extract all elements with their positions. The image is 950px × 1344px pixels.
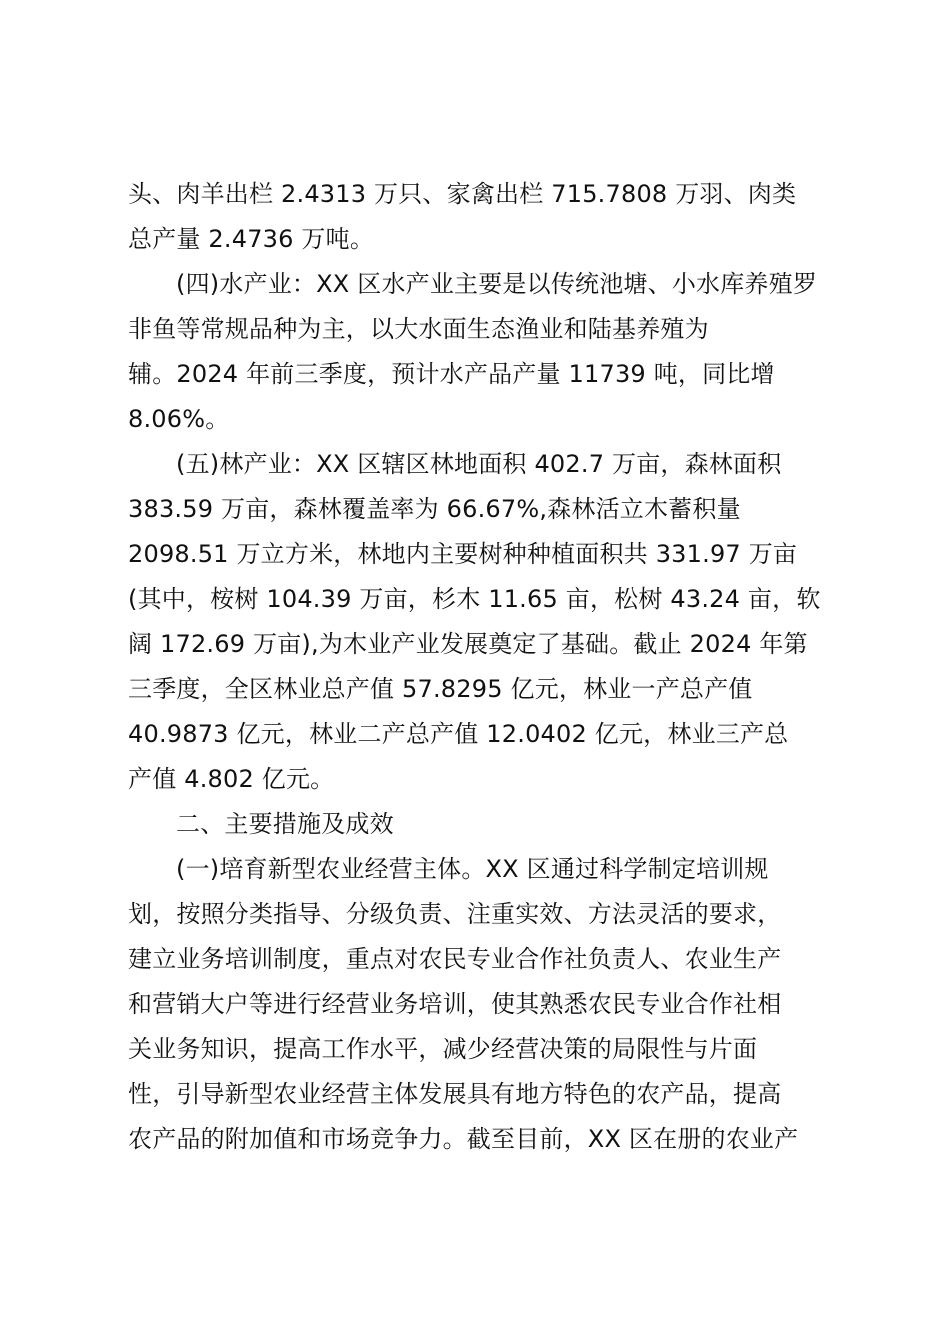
- section-heading: 二、主要措施及成效: [176, 810, 394, 838]
- text-line: 40.9873 亿元，林业二产总产值 12.0402 亿元，林业三产总: [128, 720, 789, 748]
- text-line: 产值 4.802 亿元。: [128, 765, 335, 793]
- text-line: 划，按照分类指导、分级负责、注重实效、方法灵活的要求，: [128, 900, 782, 928]
- text-line: 总产量 2.4736 万吨。: [128, 225, 375, 253]
- text-line: 8.06%。: [128, 405, 230, 433]
- paragraph-start-line: (四)水产业：XX 区水产业主要是以传统池塘、小水库养殖罗: [176, 270, 818, 298]
- text-line: 辅。2024 年前三季度，预计水产品产量 11739 吨，同比增: [128, 360, 775, 388]
- paragraph-start-line: (一)培育新型农业经营主体。XX 区通过科学制定培训规: [176, 855, 769, 883]
- text-line: 阔 172.69 万亩),为木业产业发展奠定了基础。截止 2024 年第: [128, 630, 808, 658]
- text-line: 关业务知识，提高工作水平，减少经营决策的局限性与片面: [128, 1035, 758, 1063]
- text-line: 383.59 万亩，森林覆盖率为 66.67%,森林活立木蓄积量: [128, 495, 741, 523]
- text-line: 头、肉羊出栏 2.4313 万只、家禽出栏 715.7808 万羽、肉类: [128, 180, 797, 208]
- text-line: 2098.51 万立方米，林地内主要树种种植面积共 331.97 万亩: [128, 540, 798, 568]
- text-line: 性，引导新型农业经营主体发展具有地方特色的农产品，提高: [128, 1080, 782, 1108]
- text-line: 农产品的附加值和市场竞争力。截至目前，XX 区在册的农业产: [128, 1125, 799, 1153]
- paragraph-start-line: (五)林产业：XX 区辖区林地面积 402.7 万亩，森林面积: [176, 450, 782, 478]
- text-line: 和营销大户等进行经营业务培训，使其熟悉农民专业合作社相: [128, 990, 782, 1018]
- text-line: 三季度，全区林业总产值 57.8295 亿元，林业一产总产值: [128, 675, 753, 703]
- text-line: 非鱼等常规品种为主，以大水面生态渔业和陆基养殖为: [128, 315, 709, 343]
- text-line: 建立业务培训制度，重点对农民专业合作社负责人、农业生产: [128, 945, 782, 973]
- text-line: (其中，桉树 104.39 万亩，杉木 11.65 亩，松树 43.24 亩，软: [128, 585, 821, 613]
